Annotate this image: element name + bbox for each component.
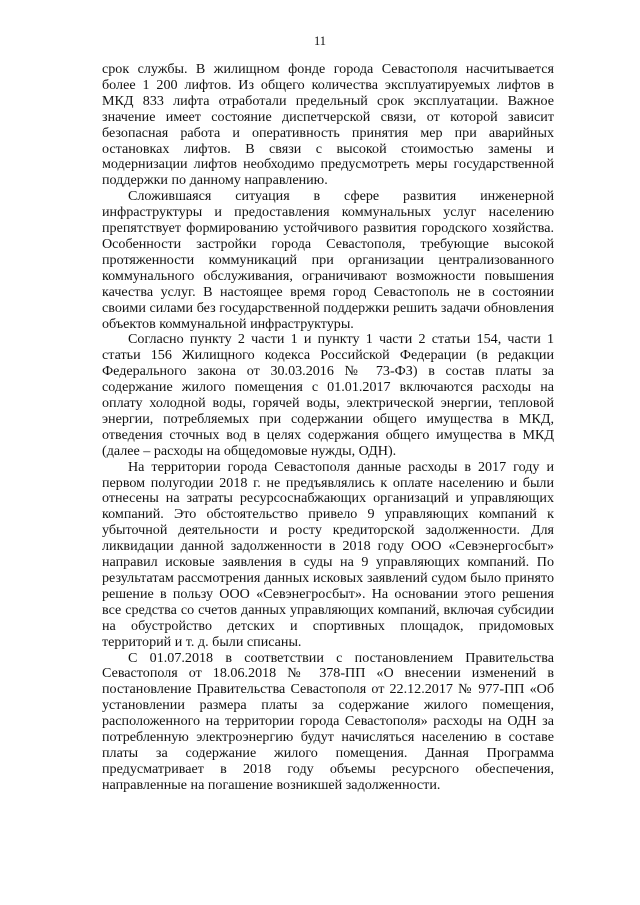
paragraph-resolution: С 01.07.2018 в соответствии с постановлением Правительства Севастополя от 18.06.2018 № 378-ПП «О внесении изменений в постановление Правительства Севастополя от 22.12.2017 № 977-ПП «Об установлении размера платы за содержание жилого помещения, расположенного на территории города Севастополя» расходы на ОДН за потребленную электроэнергию будут начисляться населению в составе платы за содержание жилого помещения. Данная Программа предусматривает в 2018 году объемы ресурсного обеспечения, направленные на погашение возникшей задолженности. [102, 649, 554, 793]
paragraph-infrastructure: Сложившаяся ситуация в сфере развития инженерной инфраструктуры и предоставления коммунальных услуг населению препятствует формированию устойчивого развития городского хозяйства. Особенности застройки города Севастополя, требующие высокой протяженности коммуникаций при организации централизованного коммунального обслуживания, ограничивают возможности повышения качества услуг. В настоящее время город Севастополь не в состоянии своими силами без государственной поддержки решить задачи обновления объектов коммунальной инфраструктуры. [102, 188, 554, 332]
page-number: 11 [313, 34, 327, 48]
paragraph-housing-code: Согласно пункту 2 части 1 и пункту 1 части 2 статьи 154, части 1 статьи 156 Жилищного кодекса Российской Федерации (в редакции Федерального закона от 30.03.2016 № 73-ФЗ) в состав платы за содержание жилого помещения с 01.01.2017 включаются расходы на оплату холодной воды, горячей воды, электрической энергии, тепловой энергии, потребляемых при содержании общего имущества в МКД, отведения сточных вод в целях содержания общего имущества в МКД (далее – расходы на общедомовые нужды, ОДН). [102, 331, 554, 459]
document-body [102, 62, 554, 794]
paragraph-debt: На территории города Севастополя данные расходы в 2017 году и первом полугодии 2018 г. не предъявлялись к оплате населению и были отнесены на затраты ресурсоснабжающих организаций и управляющих компаний. Это обстоятельство привело 9 управляющих компаний к убыточной деятельности и росту кредиторской задолженности. Для ликвидации данной задолженности в 2018 году ООО «Севэнергосбыт» направил исковые заявления в суды на 9 управляющих компаний. По результатам рассмотрения данных исковых заявлений судом было принято решение в пользу ООО «Севэнегросбыт». На основании этого решения все средства со счетов данных управляющих компаний, включая субсидии на обустройство детских и спортивных площадок, придомовых территорий и т. д. были списаны. [102, 458, 554, 650]
paragraph-elevators: срок службы. В жилищном фонде города Севастополя насчитывается более 1 200 лифтов. Из общего количества эксплуатируемых лифтов в МКД 833 лифта отработали предельный срок эксплуатации. Важное значение имеет состояние диспетчерской связи, от которой зависит безопасная работа и оперативность принятия мер при аварийных остановках лифтов. В связи с высокой стоимостью замены и модернизации лифтов необходимо предусмотреть меры государственной поддержки по данному направлению. [102, 61, 554, 189]
